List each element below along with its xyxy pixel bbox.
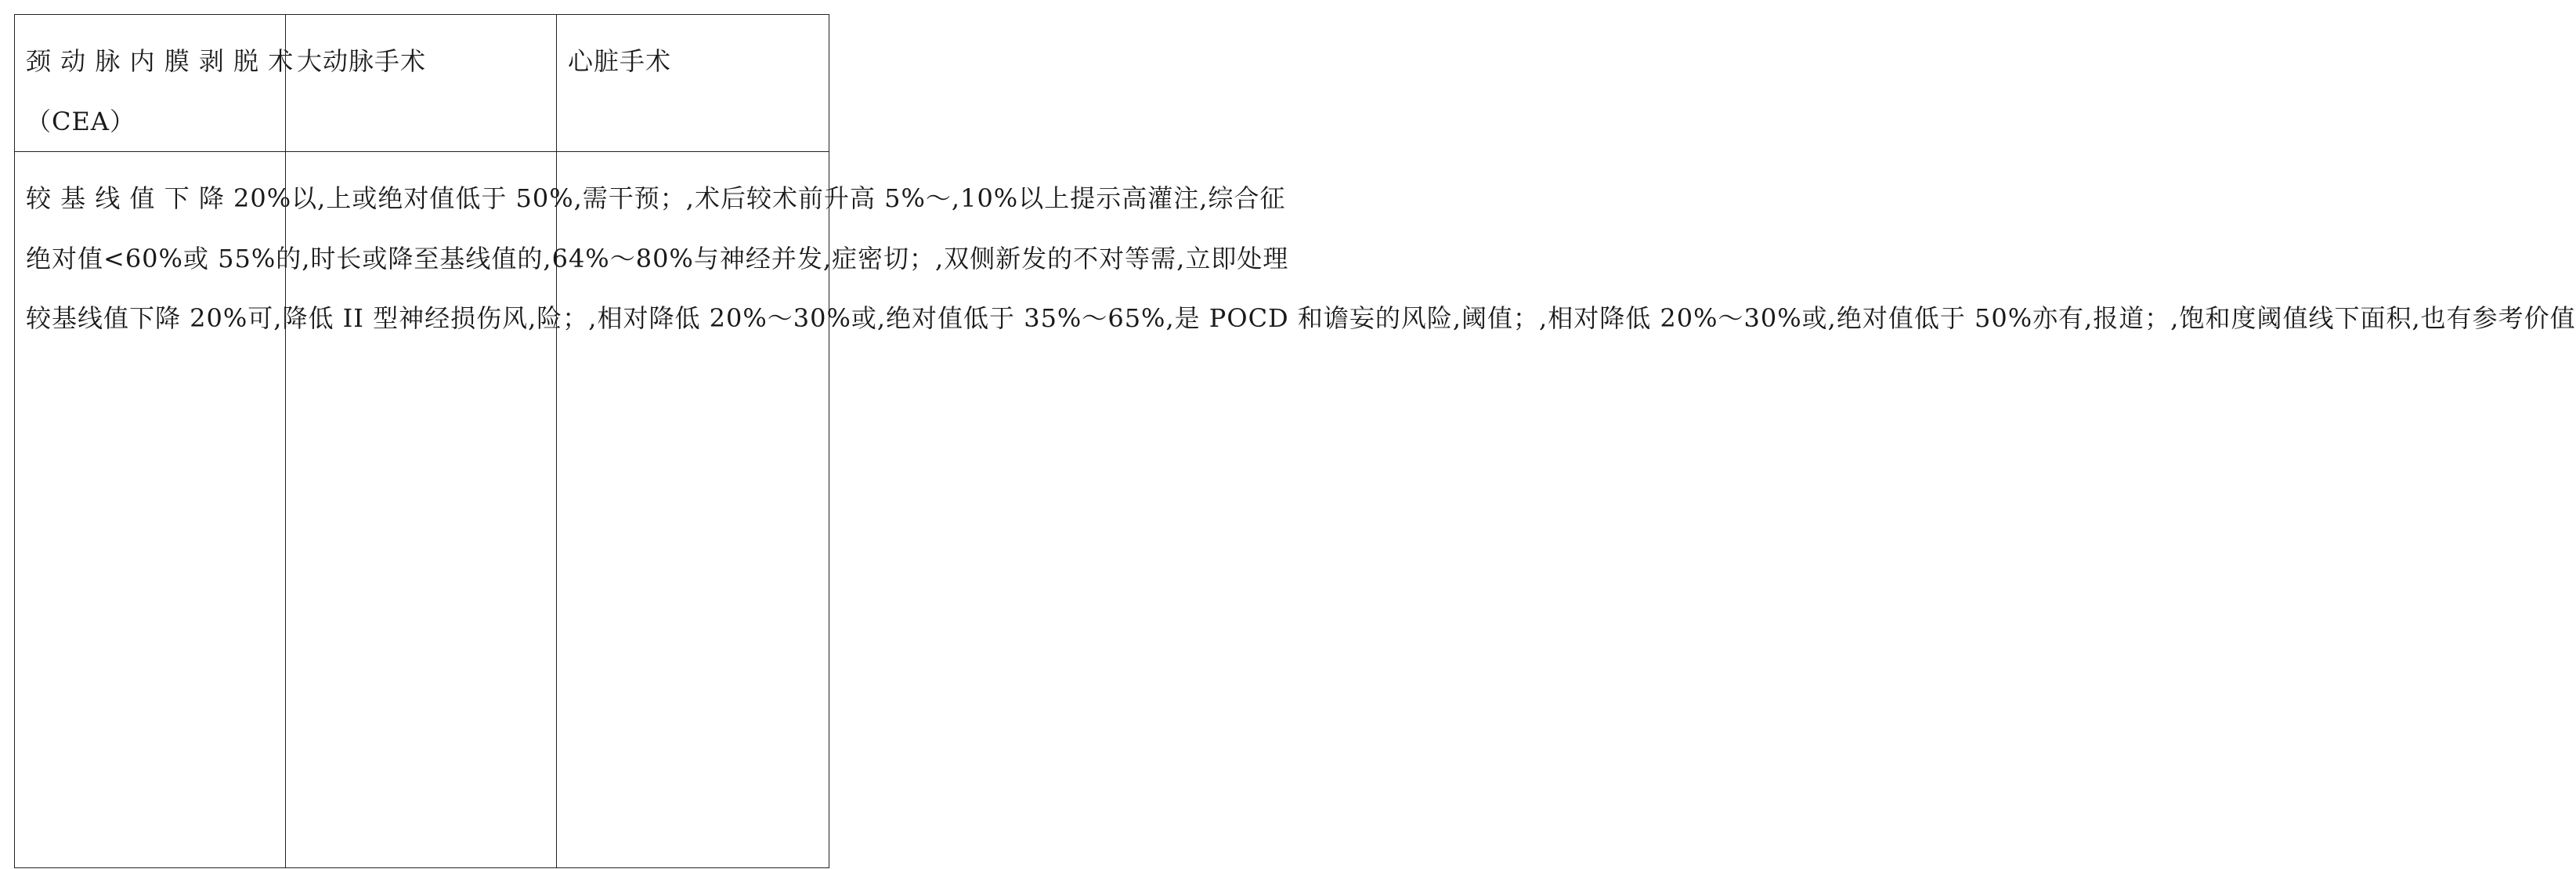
header-line: 颈 动 脉 内 膜 剥 脱 术 — [26, 46, 294, 76]
data-table — [14, 14, 2576, 868]
header-cell-text — [557, 15, 829, 92]
body-line: 较基线值下降 20%可,降低 II 型神经损伤风,险；,相对降低 20%～30%或,绝对值低于 35%～65%,是 POCD 和谵妄的风险,阈值；,相对降低 20%～30%或,绝对值低于 50%亦有,报道；,饱和度阈值线下面积,也有参考价值 — [26, 303, 2576, 333]
table-row — [15, 152, 829, 868]
table-header-row — [15, 15, 829, 152]
body-line: 绝对值<60%或 55%的,时长或降至基线值的,64%～80%与神经并发,症密切；,双侧新发的不对等需,立即处理 — [26, 243, 1289, 273]
header-cell-cardiac — [557, 15, 829, 152]
header-cell-text — [286, 15, 556, 92]
header-line: 大动脉手术 — [297, 46, 427, 76]
body-cell-text — [15, 152, 2576, 349]
header-cell-cea — [15, 15, 294, 152]
body-cell-text — [557, 152, 829, 168]
header-line: （CEA） — [26, 106, 135, 136]
header-line: 心脏手术 — [568, 46, 672, 76]
body-cell-cea — [15, 152, 2576, 868]
header-cell-text — [15, 15, 294, 151]
body-cell-text — [286, 152, 556, 168]
header-cell-aortic — [286, 15, 557, 152]
body-line: 较 基 线 值 下 降 20%以,上或绝对值低于 50%,需干预；,术后较术前升高 5%～,10%以上提示高灌注,综合征 — [26, 183, 1286, 213]
